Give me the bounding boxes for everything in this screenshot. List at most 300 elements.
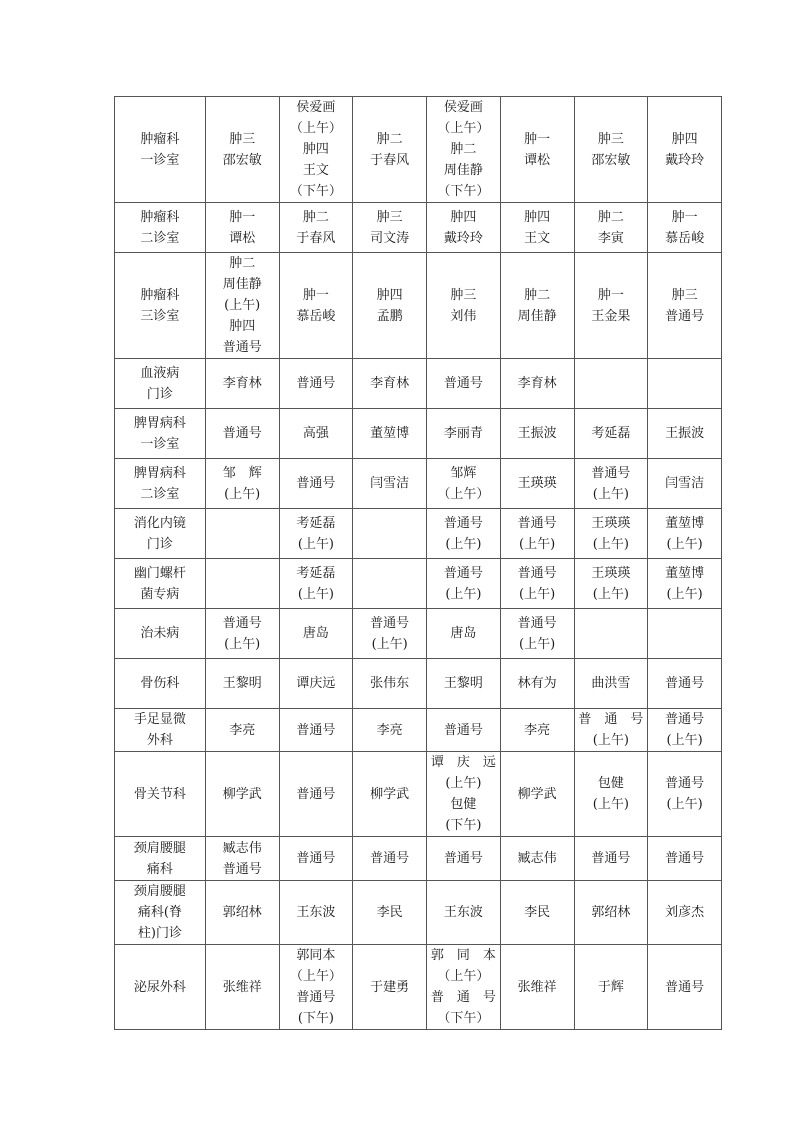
schedule-cell <box>279 203 353 253</box>
cell-line: 普通号 <box>222 426 262 441</box>
schedule-cell <box>279 559 353 609</box>
schedule-cell <box>279 945 353 1030</box>
schedule-cell <box>205 509 279 559</box>
cell-line: 脾胃病科 <box>133 465 186 481</box>
cell-line: 肿二 <box>597 209 624 225</box>
cell-line: 臧志伟 <box>517 851 557 866</box>
table-row <box>115 559 722 609</box>
schedule-cell <box>500 752 574 837</box>
schedule-cell <box>648 752 722 837</box>
cell-line: (上午) <box>519 636 556 652</box>
schedule-cell <box>205 837 279 881</box>
schedule-cell <box>353 881 427 945</box>
cell-line: （上午） <box>289 121 342 136</box>
cell-line: 泌尿外科 <box>133 979 186 995</box>
cell-line: 肿瘤科 <box>140 131 180 147</box>
schedule-cell <box>353 203 427 253</box>
department-cell <box>115 559 206 609</box>
cell-line: 普通号 <box>665 979 705 995</box>
cell-line: 普通号 <box>443 851 483 866</box>
cell-line: 普通号 <box>665 712 705 727</box>
cell-line: 戴玲玲 <box>443 230 483 246</box>
cell-line: (上午) <box>666 586 703 602</box>
schedule-cell <box>427 752 501 837</box>
cell-line: 王东波 <box>296 905 336 920</box>
cell-line: 王黎明 <box>443 676 483 691</box>
table-row <box>115 752 722 837</box>
schedule-cell <box>427 659 501 709</box>
cell-line: 孟鹏 <box>376 308 403 324</box>
cell-line: 戴玲玲 <box>665 152 705 168</box>
schedule-cell <box>648 459 722 509</box>
department-cell <box>115 203 206 253</box>
department-cell <box>115 609 206 659</box>
cell-line: 于春风 <box>296 230 336 246</box>
cell-line: (上午) <box>519 586 556 602</box>
cell-line: 柳学武 <box>222 786 262 802</box>
table-row <box>115 359 722 409</box>
cell-line: 肿四 <box>229 319 256 334</box>
table-row <box>115 459 722 509</box>
cell-line: 肿四 <box>450 209 477 225</box>
schedule-cell <box>648 509 722 559</box>
cell-line: 邵宏敏 <box>591 152 631 168</box>
schedule-cell <box>574 881 648 945</box>
table-row <box>115 609 722 659</box>
schedule-cell <box>648 359 722 409</box>
cell-line: 谭松 <box>229 230 256 246</box>
cell-line: 考延磊 <box>591 426 631 441</box>
cell-line: 肿二 <box>450 142 477 157</box>
cell-line: 肿四 <box>671 131 698 147</box>
schedule-cell <box>574 709 648 752</box>
cell-line: 普通号 <box>443 376 483 391</box>
cell-line: 一诊室 <box>140 152 180 168</box>
cell-line: 肿一 <box>671 209 698 225</box>
cell-line: 普通号 <box>296 476 336 491</box>
cell-line: 张维祥 <box>517 979 557 995</box>
schedule-cell <box>279 609 353 659</box>
schedule-cell <box>353 359 427 409</box>
cell-line: (上午) <box>592 486 629 502</box>
schedule-cell <box>574 509 648 559</box>
cell-line: 普通号 <box>665 308 705 324</box>
cell-line: 二诊室 <box>140 230 180 246</box>
cell-line: 肿一 <box>229 209 256 225</box>
cell-line: 普通号 <box>296 786 336 802</box>
cell-line: 柱)门诊 <box>137 926 182 941</box>
cell-line: 司文涛 <box>370 230 410 246</box>
cell-line: (上午) <box>297 586 334 602</box>
cell-line: 普通号 <box>222 861 262 877</box>
cell-line: 普通号 <box>443 515 483 531</box>
cell-line: 肿三 <box>671 287 698 303</box>
cell-line: （上午） <box>437 969 490 984</box>
schedule-cell <box>427 559 501 609</box>
cell-line: (下午) <box>297 1011 334 1026</box>
cell-line: 王文 <box>302 163 329 178</box>
cell-line: 骨伤科 <box>140 676 180 691</box>
cell-line: 李育林 <box>517 376 557 391</box>
cell-line: 普通号 <box>222 340 262 355</box>
schedule-cell <box>574 945 648 1030</box>
cell-line: (下午) <box>445 818 482 833</box>
cell-line: 唐岛 <box>450 626 477 641</box>
cell-line: 普通号 <box>591 851 631 866</box>
schedule-cell <box>648 837 722 881</box>
cell-line: 颈肩腰腿 <box>133 840 186 856</box>
cell-line: 王振波 <box>665 426 705 441</box>
schedule-cell <box>574 97 648 203</box>
cell-line: 王东波 <box>443 905 483 920</box>
department-cell <box>115 945 206 1030</box>
schedule-cell <box>648 559 722 609</box>
schedule-cell <box>205 881 279 945</box>
schedule-cell <box>205 409 279 459</box>
cell-line: 治未病 <box>140 626 180 641</box>
cell-line: 邹辉 <box>450 465 477 481</box>
cell-line: 刘彦杰 <box>665 905 705 920</box>
schedule-cell <box>648 945 722 1030</box>
cell-line: 侯爱画 <box>443 100 483 115</box>
cell-line: 张伟东 <box>370 676 410 691</box>
cell-line: 普通号 <box>443 722 483 738</box>
schedule-cell <box>574 559 648 609</box>
cell-line: (上午) <box>445 536 482 552</box>
schedule-cell <box>574 359 648 409</box>
cell-line: 李育林 <box>370 376 410 391</box>
cell-line: 普通号 <box>665 676 705 691</box>
department-cell <box>115 409 206 459</box>
cell-line: 普通号 <box>296 722 336 738</box>
schedule-cell <box>574 203 648 253</box>
cell-line: 王瑛瑛 <box>517 476 557 491</box>
schedule-cell <box>427 253 501 359</box>
cell-line: 邹 辉 <box>222 465 262 481</box>
cell-line: 李民 <box>524 905 551 920</box>
cell-line: 臧志伟 <box>222 840 262 856</box>
cell-line: 董堃博 <box>665 565 705 581</box>
cell-line: 普 通 号 <box>430 990 496 1005</box>
cell-line: (上午) <box>445 776 482 791</box>
schedule-cell <box>574 409 648 459</box>
cell-line: 脾胃病科 <box>133 415 186 431</box>
cell-line: 肿四 <box>524 209 551 225</box>
cell-line: 王瑛瑛 <box>591 515 631 531</box>
schedule-cell <box>500 609 574 659</box>
schedule-cell <box>353 752 427 837</box>
schedule-cell <box>500 97 574 203</box>
schedule-cell <box>500 559 574 609</box>
cell-line: 幽门螺杆 <box>133 565 186 581</box>
schedule-cell <box>648 253 722 359</box>
cell-line: 血液病 <box>140 365 180 381</box>
cell-line: 消化内镜 <box>133 515 186 531</box>
cell-line: (上午) <box>224 486 261 502</box>
schedule-cell <box>279 709 353 752</box>
department-cell <box>115 709 206 752</box>
schedule-cell <box>500 659 574 709</box>
cell-line: (上午) <box>297 536 334 552</box>
schedule-cell <box>279 837 353 881</box>
table-row <box>115 203 722 253</box>
schedule-cell <box>279 409 353 459</box>
schedule-cell <box>648 881 722 945</box>
cell-line: 普通号 <box>665 776 705 791</box>
cell-line: 肿三 <box>376 209 403 225</box>
cell-line: 慕岳峻 <box>665 230 705 246</box>
table-row <box>115 509 722 559</box>
schedule-cell <box>500 253 574 359</box>
cell-line: 肿四 <box>302 142 329 157</box>
schedule-cell <box>205 459 279 509</box>
schedule-cell <box>205 945 279 1030</box>
schedule-cell <box>205 359 279 409</box>
cell-line: 林有为 <box>517 676 557 691</box>
cell-line: 柳学武 <box>517 786 557 802</box>
cell-line: 曲洪雪 <box>591 676 631 691</box>
cell-line: 门诊 <box>146 386 173 402</box>
department-cell <box>115 459 206 509</box>
cell-line: 考延磊 <box>296 515 336 531</box>
schedule-cell <box>353 253 427 359</box>
cell-line: 肿瘤科 <box>140 209 180 225</box>
schedule-cell <box>279 509 353 559</box>
department-cell <box>115 509 206 559</box>
cell-line: 肿二 <box>524 287 551 303</box>
cell-line: 普通号 <box>296 990 336 1005</box>
schedule-cell <box>353 659 427 709</box>
schedule-cell <box>205 659 279 709</box>
cell-line: 手足显微 <box>133 712 186 727</box>
schedule-cell <box>648 659 722 709</box>
schedule-cell <box>279 659 353 709</box>
schedule-cell <box>500 837 574 881</box>
cell-line: 邵宏敏 <box>222 152 262 168</box>
cell-line: 王黎明 <box>222 676 262 691</box>
cell-line: 李寅 <box>597 230 624 246</box>
cell-line: 肿一 <box>524 131 551 147</box>
schedule-cell <box>427 509 501 559</box>
cell-line: 于辉 <box>597 979 624 995</box>
department-cell <box>115 752 206 837</box>
table-row <box>115 97 722 203</box>
cell-line: 普通号 <box>296 376 336 391</box>
department-cell <box>115 253 206 359</box>
department-cell <box>115 659 206 709</box>
schedule-cell <box>427 881 501 945</box>
cell-line: 肿二 <box>376 131 403 147</box>
cell-line: 肿一 <box>302 287 329 303</box>
cell-line: 普通号 <box>370 615 410 631</box>
cell-line: 周佳静 <box>222 277 262 292</box>
cell-line: 外科 <box>146 733 173 748</box>
department-cell <box>115 359 206 409</box>
schedule-cell <box>500 359 574 409</box>
table-row <box>115 253 722 359</box>
schedule-cell <box>353 945 427 1030</box>
cell-line: 王振波 <box>517 426 557 441</box>
schedule-cell <box>205 709 279 752</box>
schedule-cell <box>205 97 279 203</box>
cell-line: 李民 <box>376 905 403 920</box>
cell-line: 李育林 <box>222 376 262 391</box>
cell-line: 普通号 <box>517 615 557 631</box>
cell-line: 董堃博 <box>665 515 705 531</box>
cell-line: 门诊 <box>146 536 173 552</box>
cell-line: 肿三 <box>597 131 624 147</box>
cell-line: 肿四 <box>376 287 403 303</box>
cell-line: 痛科 <box>146 861 173 877</box>
cell-line: 李丽青 <box>443 426 483 441</box>
cell-line: 考延磊 <box>296 565 336 581</box>
cell-line: (上午) <box>592 733 629 748</box>
cell-line: 柳学武 <box>370 786 410 802</box>
table-row <box>115 709 722 752</box>
schedule-cell <box>205 609 279 659</box>
schedule-cell <box>427 837 501 881</box>
cell-line: 周佳静 <box>443 163 483 178</box>
cell-line: 肿二 <box>229 256 256 271</box>
cell-line: 高强 <box>302 426 329 441</box>
schedule-cell <box>353 837 427 881</box>
cell-line: (上午) <box>666 536 703 552</box>
cell-line: 王文 <box>524 230 551 246</box>
cell-line: 普通号 <box>370 851 410 866</box>
cell-line: 谭庆远 <box>296 676 336 691</box>
cell-line: (上午) <box>519 536 556 552</box>
schedule-cell <box>427 609 501 659</box>
schedule-cell <box>427 709 501 752</box>
cell-line: 郭绍林 <box>222 905 262 920</box>
cell-line: 李亮 <box>229 722 256 738</box>
cell-line: 普通号 <box>665 851 705 866</box>
schedule-cell <box>574 659 648 709</box>
cell-line: (上午) <box>666 797 703 812</box>
cell-line: (上午) <box>224 298 261 313</box>
schedule-cell <box>500 203 574 253</box>
schedule-cell <box>427 359 501 409</box>
cell-line: 肿三 <box>229 131 256 147</box>
department-cell <box>115 881 206 945</box>
schedule-cell <box>427 409 501 459</box>
schedule-cell <box>353 459 427 509</box>
cell-line: 肿一 <box>597 287 624 303</box>
table-row <box>115 409 722 459</box>
cell-line: 二诊室 <box>140 486 180 502</box>
cell-line: 肿瘤科 <box>140 287 180 303</box>
schedule-cell <box>574 253 648 359</box>
cell-line: 普通号 <box>296 851 336 866</box>
cell-line: 王金果 <box>591 308 631 324</box>
cell-line: 谭松 <box>524 152 551 168</box>
cell-line: 包健 <box>597 776 624 791</box>
cell-line: 周佳静 <box>517 308 557 324</box>
cell-line: 普通号 <box>222 615 262 631</box>
schedule-cell <box>205 253 279 359</box>
cell-line: (上午) <box>666 733 703 748</box>
table-row <box>115 881 722 945</box>
cell-line: 郭同本 <box>296 948 336 963</box>
cell-line: 李亮 <box>524 722 551 738</box>
schedule-cell <box>648 97 722 203</box>
schedule-cell <box>500 459 574 509</box>
schedule-cell <box>427 203 501 253</box>
schedule-cell <box>500 409 574 459</box>
cell-line: 王瑛瑛 <box>591 565 631 581</box>
schedule-cell <box>648 609 722 659</box>
cell-line: 谭 庆 远 <box>430 755 496 770</box>
cell-line: 张维祥 <box>222 979 262 995</box>
schedule-cell <box>574 459 648 509</box>
schedule-cell <box>279 459 353 509</box>
schedule-cell <box>427 459 501 509</box>
cell-line: 董堃博 <box>370 426 410 441</box>
schedule-cell <box>205 559 279 609</box>
schedule-cell <box>279 97 353 203</box>
cell-line: 郭 同 本 <box>430 948 496 963</box>
cell-line: （上午） <box>437 486 490 502</box>
schedule-cell <box>648 203 722 253</box>
cell-line: 于建勇 <box>370 979 410 995</box>
cell-line: 一诊室 <box>140 436 180 452</box>
cell-line: （下午） <box>437 184 490 199</box>
schedule-cell <box>353 409 427 459</box>
cell-line: 痛科(脊 <box>137 905 182 920</box>
cell-line: (上午) <box>371 636 408 652</box>
schedule-table <box>114 96 722 1030</box>
schedule-cell <box>574 609 648 659</box>
cell-line: 闫雪洁 <box>665 476 705 491</box>
schedule-cell <box>279 881 353 945</box>
department-cell <box>115 837 206 881</box>
schedule-cell <box>500 881 574 945</box>
cell-line: 颈肩腰腿 <box>133 884 186 899</box>
department-cell <box>115 97 206 203</box>
cell-line: （上午） <box>437 121 490 136</box>
cell-line: 闫雪洁 <box>370 476 410 491</box>
cell-line: （上午） <box>289 969 342 984</box>
cell-line: 李亮 <box>376 722 403 738</box>
schedule-cell <box>353 97 427 203</box>
schedule-cell <box>574 752 648 837</box>
schedule-cell <box>427 97 501 203</box>
table-row <box>115 945 722 1030</box>
cell-line: 刘伟 <box>450 308 477 324</box>
cell-line: 三诊室 <box>140 308 180 324</box>
table-row <box>115 659 722 709</box>
cell-line: (上午) <box>592 586 629 602</box>
schedule-cell <box>353 609 427 659</box>
cell-line: (上午) <box>445 586 482 602</box>
schedule-cell <box>353 509 427 559</box>
schedule-cell <box>574 837 648 881</box>
cell-line: 于春风 <box>370 152 410 168</box>
schedule-cell <box>427 945 501 1030</box>
schedule-cell <box>279 359 353 409</box>
cell-line: 骨关节科 <box>133 786 186 802</box>
schedule-cell <box>205 203 279 253</box>
schedule-cell <box>353 709 427 752</box>
schedule-cell <box>279 253 353 359</box>
cell-line: （下午） <box>289 184 342 199</box>
cell-line: （下午） <box>437 1011 490 1026</box>
cell-line: 普通号 <box>517 515 557 531</box>
cell-line: 普 通 号 <box>578 712 644 727</box>
cell-line: 慕岳峻 <box>296 308 336 324</box>
schedule-cell <box>205 752 279 837</box>
table-row <box>115 837 722 881</box>
